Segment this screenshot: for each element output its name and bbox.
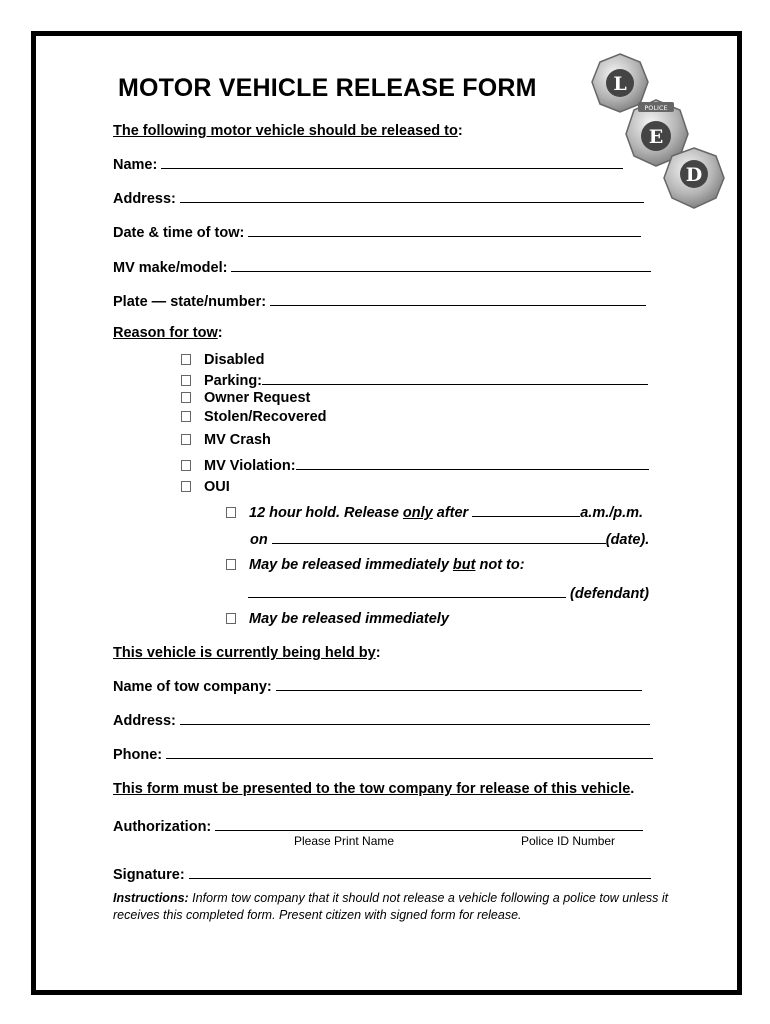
oui-release-immediately[interactable]: May be released immediately — [226, 611, 449, 627]
oui-defendant-field[interactable]: (defendant) — [248, 584, 649, 602]
signature-field[interactable]: Signature: — [113, 865, 651, 883]
oui-hold-date[interactable]: on (date). — [250, 532, 650, 548]
police-id-caption: Police ID Number — [521, 834, 616, 848]
checkbox[interactable] — [226, 507, 236, 518]
form-title: MOTOR VEHICLE RELEASE FORM — [118, 74, 537, 102]
tow-company-phone-field[interactable]: Phone: — [113, 745, 653, 763]
checkbox[interactable] — [181, 411, 191, 422]
plate-state-number-field[interactable]: Plate — state/number: — [113, 292, 646, 310]
checkbox[interactable] — [181, 354, 191, 365]
address-field[interactable]: Address: — [113, 189, 644, 207]
presentation-notice: This form must be presented to the tow company for release of this vehicle. — [113, 781, 635, 797]
release-to-heading: The following motor vehicle should be released to: — [113, 123, 463, 139]
reason-mv-violation[interactable]: MV Violation: — [181, 456, 649, 474]
police-badge-logo — [590, 52, 730, 212]
checkbox[interactable] — [181, 375, 191, 386]
held-by-heading: This vehicle is currently being held by: — [113, 645, 381, 661]
checkbox[interactable] — [181, 434, 191, 445]
reason-stolen-recovered[interactable]: Stolen/Recovered — [181, 409, 327, 425]
checkbox[interactable] — [181, 481, 191, 492]
checkbox[interactable] — [181, 460, 191, 471]
reason-mv-crash[interactable]: MV Crash — [181, 432, 271, 448]
svg-text:L: L — [613, 73, 627, 95]
checkbox[interactable] — [181, 392, 191, 403]
reason-heading: Reason for tow: — [113, 325, 223, 341]
svg-text:E: E — [648, 126, 664, 148]
tow-company-address-field[interactable]: Address: — [113, 711, 650, 729]
reason-parking[interactable]: Parking: — [181, 371, 648, 389]
date-time-of-tow-field[interactable]: Date & time of tow: — [113, 223, 641, 241]
oui-release-not-to[interactable]: May be released immediately but not to: — [226, 557, 525, 573]
reason-owner-request[interactable]: Owner Request — [181, 390, 310, 406]
authorization-field[interactable]: Authorization: — [113, 817, 643, 835]
badge-d-icon — [664, 148, 724, 208]
print-name-caption: Please Print Name — [294, 834, 395, 848]
reason-disabled[interactable]: Disabled — [181, 352, 264, 368]
reason-oui[interactable]: OUI — [181, 479, 230, 495]
checkbox[interactable] — [226, 559, 236, 570]
oui-12-hour-hold[interactable]: 12 hour hold. Release only after a.m./p.m. — [226, 503, 643, 521]
instructions-text: Instructions: Inform tow company that it should not release a vehicle following a police tow unless it receives this completed form. Present citizen with signed form for release. — [113, 891, 669, 922]
svg-text:D: D — [685, 164, 703, 186]
mv-make-model-field[interactable]: MV make/model: — [113, 258, 651, 276]
name-field[interactable]: Name: — [113, 155, 623, 173]
checkbox[interactable] — [226, 613, 236, 624]
svg-text:POLICE: POLICE — [644, 104, 668, 112]
tow-company-name-field[interactable]: Name of tow company: — [113, 677, 642, 695]
